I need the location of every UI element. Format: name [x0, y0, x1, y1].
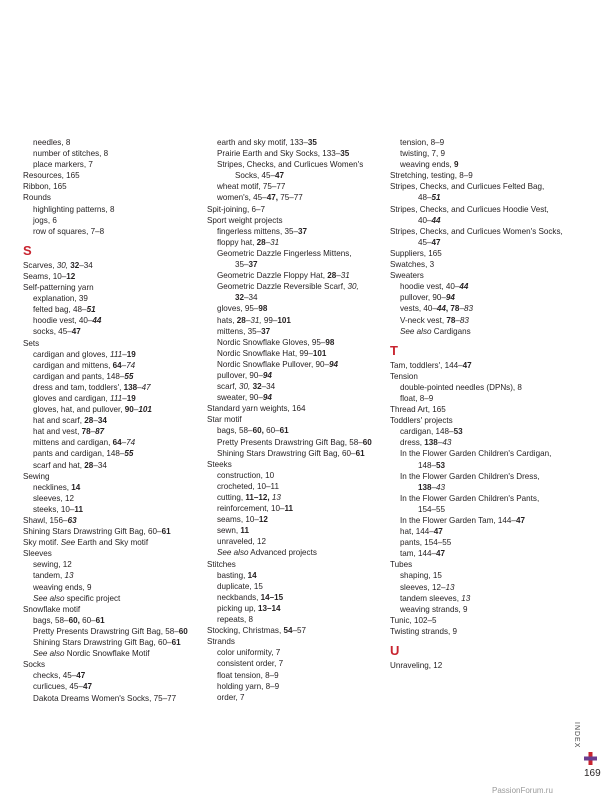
index-entry: float tension, 8–9: [217, 670, 279, 680]
index-entry: Unraveling, 12: [390, 661, 443, 671]
index-entry: row of squares, 7–8: [33, 226, 105, 236]
index-entry: 138–43: [418, 482, 446, 492]
index-entry: tandem sleeves, 13: [400, 593, 471, 603]
index-entry: steeks, 10–11: [33, 504, 83, 514]
index-entry: Stocking, Christmas, 54–57: [207, 626, 306, 636]
index-entry: Thread Art, 165: [390, 405, 446, 415]
index-entry: neckbands, 14–15: [217, 592, 284, 602]
index-entry: Sweaters: [390, 271, 424, 281]
index-entry: Rounds: [23, 193, 51, 203]
index-entry: shaping, 15: [400, 571, 442, 581]
index-entry: sleeves, 12–13: [400, 582, 455, 592]
index-entry: Snowflake motif: [23, 604, 81, 614]
index-entry: highlighting patterns, 8: [33, 204, 115, 214]
index-entry: color uniformity, 7: [217, 648, 281, 658]
index-entry: Pretty Presents Drawstring Gift Bag, 58–60: [217, 437, 372, 447]
index-entry: Shining Stars Drawstring Gift Bag, 60–61: [33, 638, 181, 648]
index-entry: Geometric Dazzle Floppy Hat, 28–31: [217, 271, 350, 281]
index-entry: consistent order, 7: [217, 659, 284, 669]
index-entry: Steeks: [207, 459, 232, 469]
index-entry: number of stitches, 8: [33, 149, 109, 159]
index-entry: See also Cardigans: [400, 326, 471, 336]
index-entry: Sleeves: [23, 549, 52, 559]
index-entry: See also Nordic Snowflake Motif: [33, 649, 150, 659]
index-column-2: [207, 137, 389, 703]
index-entry: In the Flower Garden Children's Dress,: [400, 471, 540, 481]
index-entry: crocheted, 10–11: [217, 481, 279, 491]
index-entry: Seams, 10–12: [23, 271, 76, 281]
index-entry: dress and tam, toddlers', 138–47: [33, 382, 151, 392]
index-entry: Tension: [390, 371, 418, 381]
index-entry: pullover, 90–94: [217, 370, 272, 380]
index-entry: Prairie Earth and Sky Socks, 133–35: [217, 149, 350, 159]
index-entry: Pretty Presents Drawstring Gift Bag, 58–60: [33, 626, 188, 636]
index-entry: tam, 144–47: [400, 549, 446, 559]
index-entry: Tunic, 102–5: [390, 615, 437, 625]
index-entry: floppy hat, 28–31: [217, 237, 280, 247]
watermark: PassionForum.ru: [492, 786, 553, 795]
index-entry: construction, 10: [217, 470, 275, 480]
index-entry: necklines, 14: [33, 482, 81, 492]
index-entry: basting, 14: [217, 570, 257, 580]
index-entry: Suppliers, 165: [390, 248, 442, 258]
index-entry: gloves and cardigan, 111–19: [33, 393, 136, 403]
index-entry: earth and sky motif, 133–35: [217, 138, 317, 147]
index-entry: cutting, 11–12, 13: [217, 493, 281, 502]
index-entry: Strands: [207, 637, 235, 647]
index-entry: Shining Stars Drawstring Gift Bag, 60–61: [217, 448, 365, 458]
index-entry: Socks, 45–47: [235, 171, 285, 181]
index-entry: fingerless mittens, 35–37: [217, 226, 307, 236]
index-entry: double-pointed needles (DPNs), 8: [400, 382, 522, 392]
index-entry: Tubes: [390, 560, 413, 570]
index-entry: Sewing: [23, 471, 50, 481]
index-entry: sweater, 90–94: [217, 393, 272, 403]
index-entry: Nordic Snowflake Pullover, 90–94: [217, 359, 339, 369]
index-entry: scarf, 30, 32–34: [217, 382, 276, 392]
index-entry: Geometric Dazzle Fingerless Mittens,: [217, 248, 352, 258]
index-entry: seams, 10–12: [217, 515, 268, 525]
index-entry: 148–53: [418, 460, 446, 470]
index-entry: tandem, 13: [33, 571, 74, 581]
index-entry: weaving strands, 9: [400, 604, 468, 614]
index-entry: In the Flower Garden Tam, 144–47: [400, 516, 525, 525]
index-entry: 154–55: [418, 504, 446, 514]
index-entry: V-neck vest, 78–83: [400, 315, 469, 325]
index-entry: Socks: [23, 660, 46, 670]
plus-cross-icon: [584, 752, 597, 765]
index-entry: 40–44: [418, 215, 441, 225]
index-entry: Stitches: [207, 559, 236, 569]
index-entry: checks, 45–47: [33, 671, 86, 681]
index-entry: 48–51: [418, 193, 441, 203]
index-entry: mittens and cardigan, 64–74: [33, 438, 136, 448]
index-entry: hat and vest, 78–87: [33, 427, 105, 437]
index-entry: sewing, 12: [33, 560, 72, 570]
index-entry: Scarves, 30, 32–34: [23, 260, 93, 270]
index-entry: weaving ends, 9: [400, 160, 459, 170]
index-entry: Stripes, Checks, and Curlicues Felted Bag,: [390, 182, 545, 192]
index-entry: bags, 58–60, 60–61: [217, 426, 289, 436]
index-entry: cardigan, 148–53: [400, 427, 463, 437]
page-number: 169: [584, 768, 601, 779]
index-entry: Swatches, 3: [390, 260, 435, 270]
index-entry: cardigan and gloves, 111–19: [33, 349, 136, 359]
index-entry: Geometric Dazzle Reversible Scarf, 30,: [217, 282, 359, 292]
index-entry: Stripes, Checks, and Curlicues Women's: [217, 160, 364, 170]
index-entry: women's, 45–47, 75–77: [217, 193, 303, 203]
index-entry: hoodie vest, 40–44: [400, 282, 469, 292]
index-entry: picking up, 13–14: [217, 603, 281, 613]
index-entry: Toddlers' projects: [390, 416, 453, 426]
index-entry: pants, 154–55: [400, 538, 452, 548]
index-entry: Star motif: [207, 415, 242, 425]
index-column-1: [23, 137, 203, 704]
index-entry: place markers, 7: [33, 160, 93, 170]
index-letter-heading: U: [390, 643, 400, 659]
index-entry: sleeves, 12: [33, 493, 74, 503]
index-entry: sewn, 11: [217, 526, 249, 536]
index-entry: Shining Stars Drawstring Gift Bag, 60–61: [23, 527, 171, 537]
index-entry: See also specific project: [33, 593, 121, 603]
index-entry: float, 8–9: [400, 393, 434, 403]
index-entry: Resources, 165: [23, 171, 80, 181]
index-entry: socks, 45–47: [33, 327, 81, 337]
index-entry: Stripes, Checks, and Curlicues Women's Socks,: [390, 226, 563, 236]
index-entry: jogs, 6: [33, 215, 57, 225]
index-entry: hat, 144–47: [400, 527, 443, 537]
index-entry: Stripes, Checks, and Curlicues Hoodie Vest,: [390, 204, 549, 214]
index-entry: dress, 138–43: [400, 438, 452, 448]
index-entry: reinforcement, 10–11: [217, 504, 294, 514]
index-entry: See also Advanced projects: [217, 548, 317, 558]
index-entry: vests, 40–44, 78–83: [400, 304, 473, 314]
index-entry: Standard yarn weights, 164: [207, 404, 306, 414]
index-entry: Ribbon, 165: [23, 182, 67, 192]
index-entry: In the Flower Garden Children's Pants,: [400, 493, 540, 503]
index-entry: 32–34: [235, 293, 258, 303]
index-entry: needles, 8: [33, 138, 71, 147]
index-entry: gloves, 95–98: [217, 304, 268, 314]
index-entry: Twisting strands, 9: [390, 626, 458, 636]
index-entry: holding yarn, 8–9: [217, 681, 280, 691]
index-entry: pants and cardigan, 148–55: [33, 449, 134, 459]
index-entry: gloves, hat, and pullover, 90–101: [33, 405, 152, 415]
index-entry: curlicues, 45–47: [33, 682, 92, 692]
index-entry: hats, 28–31, 99–101: [217, 315, 291, 325]
index-entry: Spit-joining, 6–7: [207, 204, 266, 214]
index-entry: Dakota Dreams Women's Socks, 75–77: [33, 693, 177, 703]
index-entry: Stretching, testing, 8–9: [390, 171, 473, 181]
index-entry: twisting, 7, 9: [400, 149, 445, 159]
index-entry: In the Flower Garden Children's Cardigan,: [400, 449, 552, 459]
index-letter-heading: T: [390, 342, 398, 358]
index-entry: felted bag, 48–51: [33, 305, 96, 315]
index-entry: Sky motif. See Earth and Sky motif: [23, 538, 149, 548]
index-entry: repeats, 8: [217, 615, 253, 625]
section-label: INDEX: [573, 722, 580, 749]
index-letter-heading: S: [23, 242, 32, 258]
index-entry: scarf and hat, 28–34: [33, 460, 107, 470]
index-column-3: [390, 137, 590, 671]
index-entry: explanation, 39: [33, 294, 88, 304]
index-entry: weaving ends, 9: [33, 582, 92, 592]
index-entry: tension, 8–9: [400, 138, 445, 147]
index-entry: 45–47: [418, 237, 441, 247]
index-entry: hat and scarf, 28–34: [33, 416, 107, 426]
index-entry: 35–37: [235, 260, 258, 270]
index-entry: pullover, 90–94: [400, 293, 455, 303]
index-entry: cardigan and pants, 148–55: [33, 371, 134, 381]
index-entry: Nordic Snowflake Hat, 99–101: [217, 348, 327, 358]
index-entry: order, 7: [217, 692, 245, 702]
index-entry: Self-patterning yarn: [23, 283, 94, 293]
index-entry: bags, 58–60, 60–61: [33, 615, 105, 625]
index-entry: unraveled, 12: [217, 537, 267, 547]
index-entry: cardigan and mittens, 64–74: [33, 360, 136, 370]
index-entry: hoodie vest, 40–44: [33, 316, 102, 326]
index-entry: Sport weight projects: [207, 215, 283, 225]
index-entry: duplicate, 15: [217, 581, 263, 591]
index-entry: Sets: [23, 338, 40, 348]
index-entry: Tam, toddlers', 144–47: [390, 360, 472, 370]
index-entry: Nordic Snowflake Gloves, 95–98: [217, 337, 335, 347]
index-entry: wheat motif, 75–77: [217, 182, 286, 192]
index-entry: Shawl, 156–63: [23, 516, 77, 525]
index-entry: mittens, 35–37: [217, 326, 271, 336]
